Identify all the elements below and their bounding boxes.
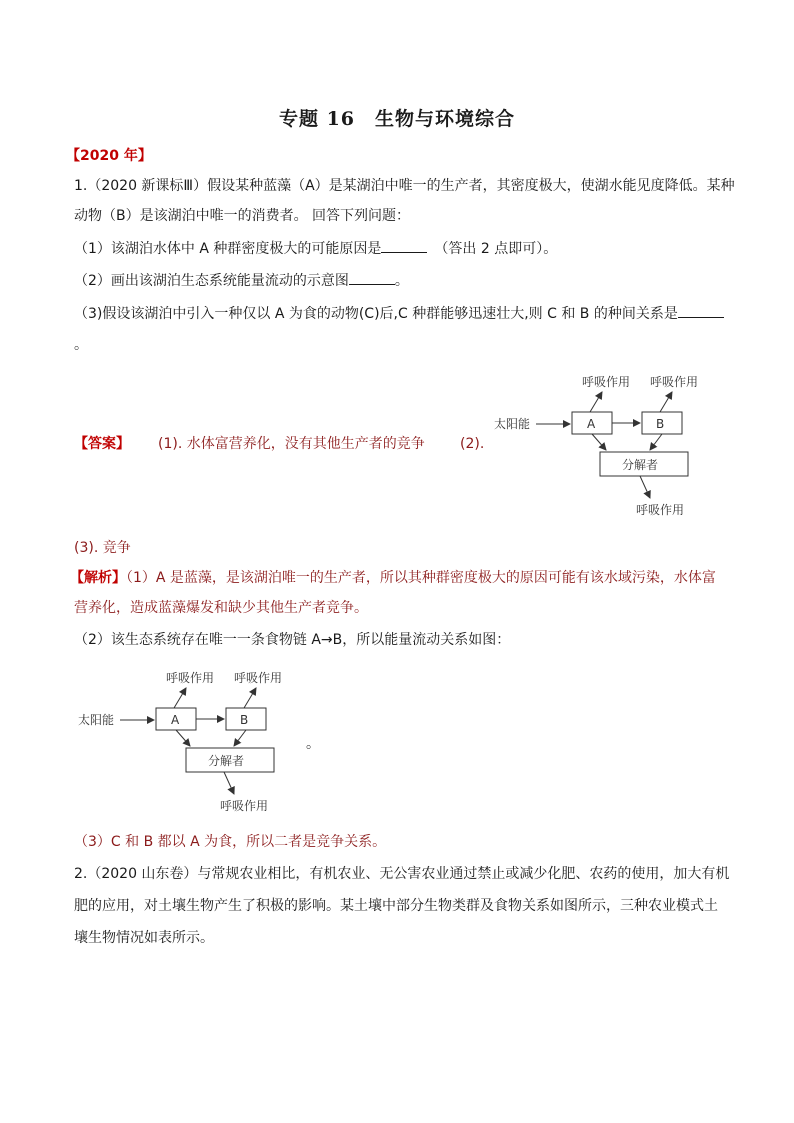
- box-b-label: B: [240, 713, 249, 727]
- box-b-label: B: [656, 417, 665, 431]
- answer-tag: 【答案】: [74, 436, 130, 452]
- q1-line-2: 动物（B）是该湖泊中唯一的消费者。 回答下列问题：: [74, 208, 411, 224]
- box-a-label: A: [587, 417, 596, 431]
- q1-line-1: 1.（2020 新课标Ⅲ）假设某种蓝藻（A）是某湖泊中唯一的生产者，其密度极大，使湖水能见度降低。某种: [74, 178, 735, 194]
- answer-part-2: (2).: [460, 436, 485, 452]
- resp-label-a: 呼吸作用: [166, 671, 215, 685]
- analysis-line-1: [70, 568, 716, 588]
- q1-sub-2: [74, 270, 409, 291]
- answer-blank: [678, 303, 724, 318]
- box-a-label: A: [171, 713, 180, 727]
- energy-flow-diagram-answer: [490, 370, 730, 520]
- answer-part-1: (1). 水体富营养化，没有其他生产者的竞争: [158, 436, 425, 452]
- analysis-line-1-text: （1）A 是蓝藻，是该湖泊唯一的生产者，所以其种群密度极大的原因可能有该水域污染，水体富: [126, 570, 716, 586]
- q1-sub-2-text: （2）画出该湖泊生态系统能量流动的示意图: [74, 273, 349, 289]
- q1-sub-3: [74, 303, 724, 324]
- q1-sub-3-text: （3)假设该湖泊中引入一种仅以 A 为食的动物(C)后,C 种群能够迅速壮大,则 C 和 B 的种间关系是: [74, 306, 678, 322]
- q1-sub-1-text: （1）该湖泊水体中 A 种群密度极大的可能原因是: [74, 241, 382, 257]
- resp-label-decomposer: 呼吸作用: [220, 799, 269, 813]
- q1-sub-2-end: 。: [394, 273, 409, 289]
- box-decomposer-label: 分解者: [622, 458, 659, 472]
- sun-label: 太阳能: [78, 713, 115, 727]
- resp-label-a: 呼吸作用: [582, 375, 631, 389]
- resp-label-decomposer: 呼吸作用: [636, 503, 685, 517]
- q1-sub-3-end: 。: [74, 337, 88, 353]
- analysis-diagram-period: 。: [306, 736, 320, 752]
- resp-label-b: 呼吸作用: [650, 375, 699, 389]
- q1-sub-1-hint: （答出 2 点即可）。: [441, 241, 558, 257]
- answer-part-3: (3). 竞争: [74, 540, 131, 556]
- resp-label-b: 呼吸作用: [234, 671, 283, 685]
- analysis-line-2: 营养化，造成蓝藻爆发和缺少其他生产者竞争。: [74, 600, 368, 616]
- sun-label: 太阳能: [494, 417, 531, 431]
- answer-blank: [349, 270, 395, 285]
- q2-line-1: 2.（2020 山东卷）与常规农业相比，有机农业、无公害农业通过禁止或减少化肥、农药的使用，加大有机: [74, 866, 730, 882]
- q1-sub-1: [74, 238, 557, 259]
- q2-line-2: 肥的应用，对土壤生物产生了积极的影响。某土壤中部分生物类群及食物关系如图所示，三种农业模式土: [74, 898, 718, 914]
- page-title: 专题 16 生物与环境综合: [278, 108, 516, 130]
- analysis-line-3: （2）该生态系统存在唯一一条食物链 A→B，所以能量流动关系如图：: [74, 632, 511, 648]
- q2-line-3: 壤生物情况如表所示。: [74, 930, 214, 946]
- analysis-tag: 【解析】: [70, 570, 126, 586]
- section-heading-2020: 【2020 年】: [66, 148, 152, 164]
- answer-blank: [381, 238, 427, 253]
- energy-flow-diagram-analysis: [74, 666, 314, 816]
- box-decomposer-label: 分解者: [208, 754, 245, 768]
- analysis-line-4: （3）C 和 B 都以 A 为食，所以二者是竞争关系。: [74, 834, 387, 850]
